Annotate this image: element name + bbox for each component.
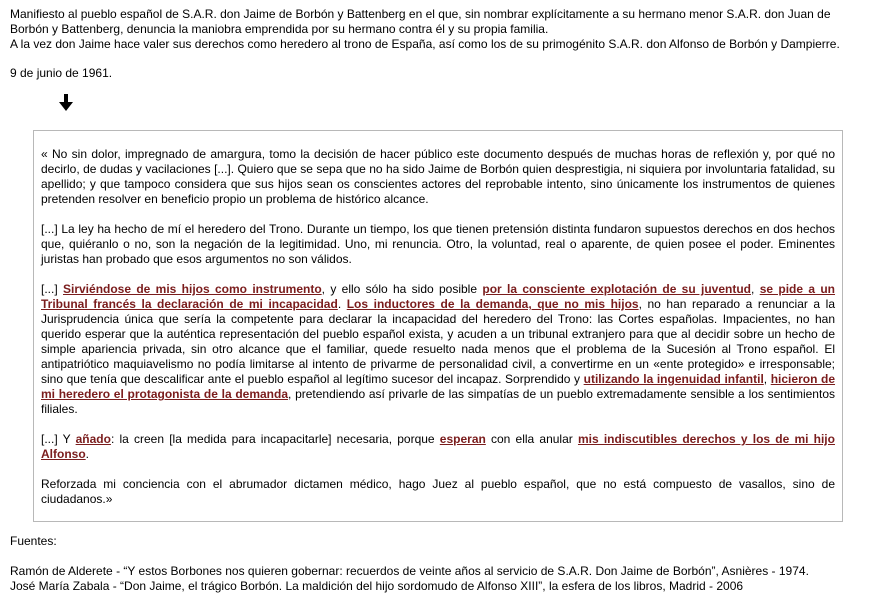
highlighted-phrase: añado [75, 432, 111, 446]
quote-paragraph-1: « No sin dolor, impregnado de amargura, tomo la decisión de hacer público este documento después de muchas horas de reflexión y, por qué no decirlo, de dudas y vacilaciones [...]. Quiero que se sepa que no ha sido Jaime de Borbón quien desprestigia, ni siquiera por involuntaria fatalidad, su apellido; y que tampoco considera que sus hijos sean os conscientes actores del reprobable intento, sino únicamente los instrumentos de quienes pretenden resolver en beneficio propio un problema de histórico alcance. [41, 147, 835, 206]
highlighted-phrase: por la consciente explotación de su juventud [482, 282, 752, 296]
highlighted-phrase: mis indiscutibles derechos y los de mi hijo Alfonso [41, 432, 835, 461]
highlighted-phrase: esperan [439, 432, 486, 446]
source-item: José María Zabala - “Don Jaime, el trágico Borbón. La maldición del hijo sordomudo de Alfonso XIII”, la esfera de los libros, Madrid - 2006 [10, 579, 744, 593]
text-fragment: , [751, 282, 760, 296]
highlighted-phrase: hicieron de mi heredero el protagonista de la demanda [41, 372, 836, 401]
sources-list [10, 564, 872, 594]
text-fragment: [...] Y [41, 432, 76, 446]
highlighted-phrase: Sirviéndose de mis hijos como instrumento [63, 282, 322, 296]
quote-paragraph-2: [...] La ley ha hecho de mí el heredero del Trono. Durante un tiempo, los que tienen pretensión distinta fundaron supuestos derechos en dos hechos que, quiéranlo o no, son la negación de la legitimidad. Uno, mi renuncia. Otro, la voluntad, real o aparente, de quien posee el poder. Eminentes juristas han probado que esos argumentos no son válidos. [41, 222, 835, 266]
highlighted-phrase: se pide a un Tribunal francés la declaración de mi incapacidad [41, 282, 836, 311]
text-fragment: , no han reparado a renunciar a la Jurisprudencia única que sería la competente para declarar la incapacidad del heredero del Trono: las Cortes españolas. Impacientes, no han querido esperar que la auténtica representación del pueblo español exista, y acuden a un tribunal extranjero para que al decidir sobre un hecho de simple apariencia privada, sin otro alcance que el familiar, quede resuelto nada menos que el problema de la Sucesión al Trono español. El antipatriótico maquiavelismo no podía limitarse al intento de privarme de personalidad civil, a convertirme en un «ente protegido» e irresponsable; sino que tenía que descalificar ante el pueblo español al legítimo sucesor del incapaz. Sorprendido y [41, 297, 836, 386]
intro-line-1: Manifiesto al pueblo español de S.A.R. don Jaime de Borbón y Battenberg en el que, sin nombrar explícitamente a su hermano menor S.A.R. don Juan de Borbón y Battenberg, denuncia la maniobra emprendida por su hermano contra él y su propia familia. [10, 7, 831, 36]
source-item: Ramón de Alderete - “Y estos Borbones nos quieren gobernar: recuerdos de veinte años al servicio de S.A.R. Don Jaime de Borbón”, Asnières - 1974. [10, 564, 809, 578]
quote-paragraph-4 [41, 432, 835, 462]
text-fragment: , [763, 372, 771, 386]
document-date: 9 de junio de 1961. [10, 66, 113, 80]
quote-paragraph-5: Reforzada mi conciencia con el abrumador dictamen médico, hago Juez al pueblo español, que no está compuesto de vasallos, sino de ciudadanos.» [41, 477, 835, 506]
manifesto-quote [33, 130, 843, 522]
text-fragment: [...] [41, 282, 63, 296]
quote-paragraph-3 [41, 282, 835, 417]
intro-text [10, 7, 872, 52]
text-fragment: con ella anular [485, 432, 578, 446]
sources-heading: Fuentes: [10, 534, 57, 548]
intro-line-2: A la vez don Jaime hace valer sus derechos como heredero al trono de España, así como los de su primogénito S.A.R. don Alfonso de Borbón y Dampierre. [10, 37, 840, 51]
highlighted-phrase: Los inductores de la demanda, que no mis hijos [346, 297, 639, 311]
text-fragment: : la creen [la medida para incapacitarle] necesaria, porque [110, 432, 440, 446]
down-arrow-icon [57, 93, 75, 113]
text-fragment: . [85, 447, 90, 461]
text-fragment: , pretendiendo así privarle de las simpatías de un pueblo extremadamente sensible a los sentimientos filiales. [41, 387, 835, 416]
text-fragment: , y ello sólo ha sido posible [321, 282, 483, 296]
highlighted-phrase: utilizando la ingenuidad infantil [583, 372, 764, 386]
text-fragment: . [337, 297, 347, 311]
